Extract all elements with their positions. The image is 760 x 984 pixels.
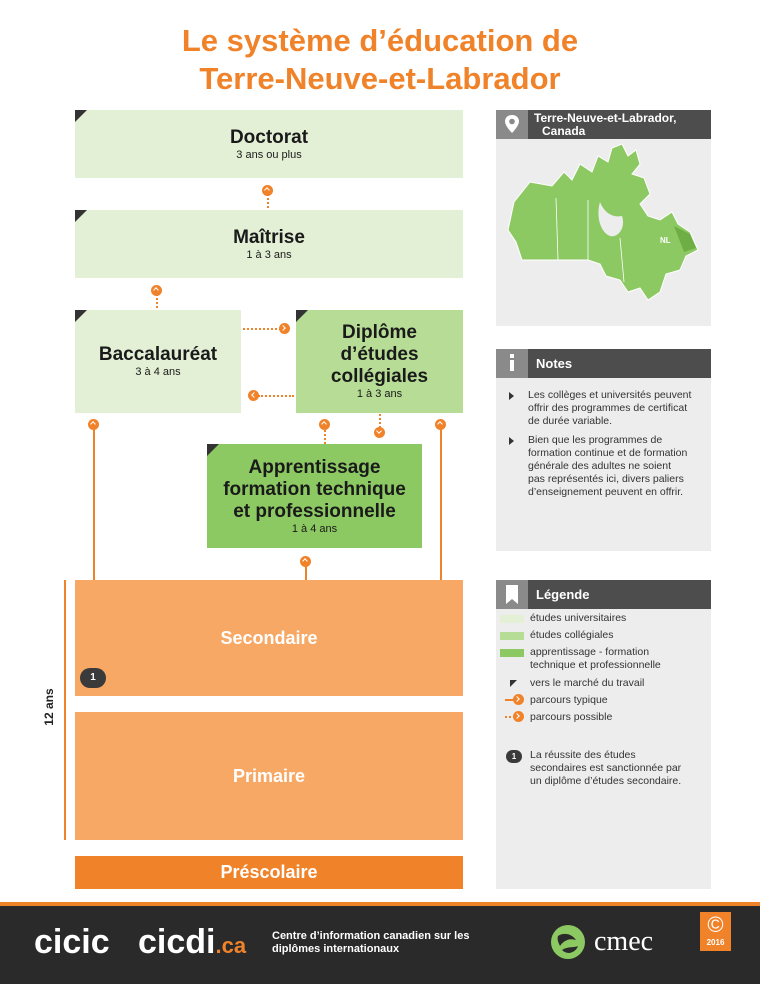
labour-market-corner-icon bbox=[75, 210, 87, 222]
bookmark-icon bbox=[496, 580, 528, 609]
note-item-1 bbox=[528, 389, 708, 428]
legend-label-university: études universitaires bbox=[530, 612, 627, 624]
diplome-name-line-1: Diplôme bbox=[342, 322, 417, 343]
cicic-logo bbox=[34, 922, 110, 962]
cmec-logo-icon bbox=[548, 922, 588, 962]
labour-market-corner-icon bbox=[207, 444, 219, 456]
legend-label-possible: parcours possible bbox=[530, 711, 613, 723]
path-secondaire-to-baccalaureat bbox=[93, 428, 95, 580]
footer-org-line-2: diplômes internationaux bbox=[272, 943, 400, 955]
diplome-duration: 1 à 3 ans bbox=[356, 388, 403, 400]
legend-app-line-1: apprentissage - formation bbox=[530, 646, 650, 658]
path-bacc-to-diplome bbox=[243, 328, 281, 330]
maitrise-box bbox=[75, 210, 463, 278]
note-2-line-1: Bien que les programmes de bbox=[528, 434, 663, 446]
legend-swatch-apprenticeship bbox=[500, 649, 524, 657]
secondaire-box bbox=[75, 580, 463, 696]
path-bacc-maitrise bbox=[156, 294, 158, 308]
bullet-icon bbox=[509, 392, 514, 400]
legend-label-typical: parcours typique bbox=[530, 694, 608, 706]
arrow-down-icon bbox=[374, 427, 385, 438]
bullet-icon bbox=[509, 437, 514, 445]
baccalaureat-box bbox=[75, 310, 241, 413]
notes-header bbox=[528, 349, 711, 378]
maitrise-duration: 1 à 3 ans bbox=[246, 248, 292, 261]
primaire-box bbox=[75, 712, 463, 840]
legend-note-line-1: La réussite des études bbox=[530, 749, 636, 761]
legend-header bbox=[528, 580, 711, 609]
legend-swatch-university bbox=[500, 615, 524, 623]
legend-panel bbox=[496, 580, 711, 889]
legend-note-line-2: secondaires est sanctionnée par bbox=[530, 762, 682, 774]
secondaire-note-number: 1 bbox=[90, 672, 96, 683]
path-secondaire-to-apprentissage bbox=[305, 565, 307, 580]
path-diplome-to-apprentissage bbox=[379, 414, 381, 428]
legend-note-badge bbox=[506, 750, 522, 763]
note-1-line-2: offrir des programmes de certificat bbox=[528, 402, 688, 414]
canada-map bbox=[500, 142, 706, 320]
secondaire-note-badge bbox=[80, 668, 106, 688]
baccalaureat-duration: 3 à 4 ans bbox=[135, 366, 181, 378]
baccalaureat-name: Baccalauréat bbox=[98, 344, 218, 365]
note-item-2 bbox=[528, 434, 708, 499]
copyright-badge bbox=[700, 912, 731, 951]
legend-label-apprenticeship bbox=[530, 646, 661, 672]
arrow-up-icon bbox=[319, 419, 330, 430]
info-icon bbox=[496, 349, 528, 378]
note-2-line-2: formation continue et de formation bbox=[528, 447, 688, 459]
labour-market-corner-icon bbox=[75, 310, 87, 322]
arrow-left-icon bbox=[248, 390, 259, 401]
arrow-up-icon bbox=[300, 556, 311, 567]
location-line-1: Terre-Neuve-et-Labrador, bbox=[534, 111, 677, 125]
doctorat-duration: 3 ans ou plus bbox=[236, 148, 302, 161]
title-line-1: Le système d’éducation de bbox=[181, 23, 579, 58]
note-1-line-3: de durée variable. bbox=[528, 415, 613, 427]
cicdi-logo bbox=[138, 922, 246, 966]
possible-path-icon bbox=[513, 711, 524, 722]
location-pin-icon bbox=[496, 110, 528, 139]
arrow-up-icon bbox=[88, 419, 99, 430]
arrow-up-icon bbox=[262, 185, 273, 196]
note-1-line-1: Les collèges et universités peuvent bbox=[528, 389, 692, 401]
doctorat-box bbox=[75, 110, 463, 178]
path-diplome-to-bacc bbox=[258, 395, 294, 397]
legend-title: Légende bbox=[536, 587, 590, 602]
note-2-line-5: d’enseignement peuvent en offrir. bbox=[528, 486, 684, 498]
apprentissage-name-line-1: Apprentissage bbox=[248, 456, 381, 478]
legend-note-number: 1 bbox=[511, 752, 517, 761]
prescolaire-name: Préscolaire bbox=[220, 862, 318, 882]
apprentissage-box bbox=[207, 444, 422, 548]
arrow-right-icon bbox=[279, 323, 290, 334]
location-line-2: Canada bbox=[542, 124, 586, 138]
footer-org-line-1: Centre d’information canadien sur les bbox=[272, 930, 470, 942]
notes-title: Notes bbox=[536, 356, 573, 371]
prescolaire-box bbox=[75, 856, 463, 889]
secondaire-name: Secondaire bbox=[220, 627, 318, 648]
apprentissage-name-line-3: et professionnelle bbox=[233, 500, 396, 522]
footer-org-name bbox=[272, 930, 469, 956]
diplome-box bbox=[296, 310, 463, 413]
path-apprentissage-to-diplome bbox=[324, 430, 326, 444]
diplome-name-line-3: collégiales bbox=[330, 366, 429, 387]
apprentissage-name-line-2: formation technique bbox=[223, 478, 406, 500]
apprentissage-duration: 1 à 4 ans bbox=[291, 522, 338, 535]
map-label-nl: NL bbox=[660, 236, 671, 245]
legend-swatch-college bbox=[500, 632, 524, 640]
legend-note-text bbox=[530, 749, 708, 788]
arrow-up-icon bbox=[151, 285, 162, 296]
labour-market-corner-icon bbox=[296, 310, 308, 322]
twelve-years-label: 12 ans bbox=[42, 688, 56, 726]
copyright-icon: © bbox=[707, 912, 724, 937]
legend-app-line-2: technique et professionnelle bbox=[530, 659, 661, 671]
cicic-logo-text: cicic bbox=[34, 923, 110, 961]
cicdi-logo-text: cicdi bbox=[138, 923, 216, 961]
labour-market-icon bbox=[510, 680, 517, 687]
cicdi-logo-suffix: .ca bbox=[215, 933, 247, 958]
legend-label-market: vers le marché du travail bbox=[530, 677, 645, 689]
legend-label-college: études collégiales bbox=[530, 629, 614, 641]
title-line-2: Terre-Neuve-et-Labrador bbox=[199, 61, 561, 96]
location-header bbox=[528, 110, 711, 139]
doctorat-name: Doctorat bbox=[229, 126, 309, 148]
diplome-name-line-2: d’études bbox=[340, 344, 419, 365]
path-secondaire-to-diplome bbox=[440, 428, 442, 580]
note-2-line-3: générale des adultes ne soient bbox=[528, 460, 672, 472]
primaire-name: Primaire bbox=[232, 765, 306, 786]
arrow-up-icon bbox=[435, 419, 446, 430]
page-title bbox=[0, 22, 760, 98]
maitrise-name: Maîtrise bbox=[233, 226, 305, 248]
typical-path-icon bbox=[513, 694, 524, 705]
note-2-line-4: pas représentés ici, divers paliers bbox=[528, 473, 684, 485]
legend-note-line-3: un diplôme d’études secondaire. bbox=[530, 775, 682, 787]
path-maitrise-doctorat bbox=[267, 194, 269, 208]
copyright-year: 2016 bbox=[706, 938, 725, 947]
twelve-years-bracket bbox=[64, 580, 66, 840]
labour-market-corner-icon bbox=[75, 110, 87, 122]
cmec-logo-text: cmec bbox=[594, 926, 654, 957]
